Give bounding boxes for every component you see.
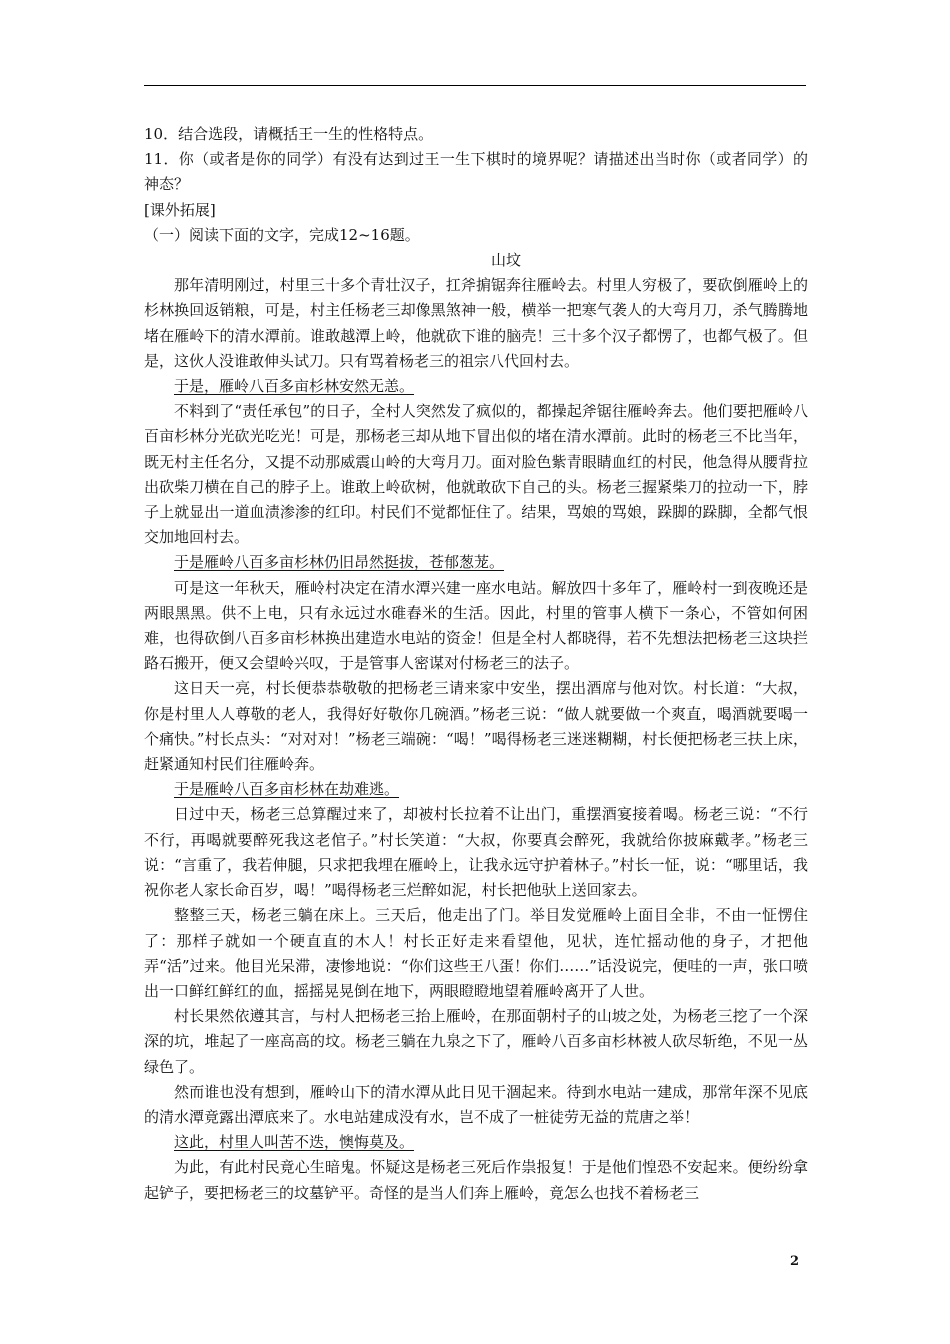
story-paragraph-8: 然而谁也没有想到，雁岭山下的清水潭从此日见干涸起来。待到水电站一建成，那常年深不见底的清水潭竟露出潭底来了。水电站建成没有水，岂不成了一桩徒劳无益的荒唐之举！ bbox=[144, 1082, 808, 1126]
underlined-text-4: 这此，村里人叫苦不迭，懊悔莫及。 bbox=[174, 1133, 415, 1152]
story-paragraph-1: 那年清明刚过，村里三十多个青壮汉子，扛斧掮锯奔往雁岭去。村里人穷极了，要砍倒雁岭上的杉林换回返销粮，可是，村主任杨老三却像黑煞神一般，横举一把寒气袭人的大弯月刀，杀气腾腾地堵在雁岭下的清水潭前。谁敢越潭上岭，他就砍下谁的脑壳！三十多个汉子都愣了，也都气极了。但是，这伙人没谁敢伸头试刀。只有骂着杨老三的祖宗八代回村去。 bbox=[144, 276, 808, 370]
underlined-text-2: 于是雁岭八百多亩杉林仍旧昂然挺拔，苍郁葱茏。 bbox=[174, 553, 505, 572]
question-10: 10．结合选段，请概括王一生的性格特点。 bbox=[144, 125, 434, 143]
page-content bbox=[144, 122, 808, 1206]
underlined-sentence-1 bbox=[144, 374, 808, 399]
page-number: 2 bbox=[790, 1254, 800, 1269]
header-rule bbox=[144, 85, 806, 86]
story-paragraph-2: 不料到了“责任承包”的日子，全村人突然发了疯似的，都操起斧锯往雁岭奔去。他们要把雁岭八百亩杉林分光砍光吃光！可是，那杨老三却从地下冒出似的堵在清水潭前。此时的杨老三不比当年，既无村主任名分，又提不动那威震山岭的大弯月刀。面对脸色紫青眼睛血红的村民，他急得从腰背拉出砍柴刀横在自己的脖子上。谁敢上岭砍树，他就敢砍下自己的头。杨老三握紧柴刀的拉动一下，脖子上就显出一道血渍渗渗的红印。村民们不觉都怔住了。结果，骂娘的骂娘，跺脚的跺脚，全都气恨交加地回村去。 bbox=[144, 402, 808, 547]
story-paragraph-7: 村长果然依遵其言，与村人把杨老三抬上雁岭，在那面朝村子的山坡之处，为杨老三挖了一个深深的坑，堆起了一座高高的坟。杨老三躺在九泉之下了，雁岭八百多亩杉林被人砍尽斩绝，不见一丛绿色了。 bbox=[144, 1007, 808, 1076]
story-paragraph-5: 日过中天，杨老三总算醒过来了，却被村长拉着不让出门，重摆酒宴接着喝。杨老三说：“不行不行，再喝就要醉死我这老倌子。”村长笑道：“大叔，你要真会醉死，我就给你披麻戴孝。”杨老三说：“言重了，我若伸腿，只求把我埋在雁岭上，让我永远守护着林子。”村长一怔，说：“哪里话，我祝你老人家长命百岁，喝！”喝得杨老三烂醉如泥，村长把他驮上送回家去。 bbox=[144, 805, 808, 900]
underlined-sentence-4 bbox=[144, 1130, 808, 1155]
question-11: 11．你（或者是你的同学）有没有达到过王一生下棋时的境界呢？请描述出当时你（或者同学）的神态？ bbox=[144, 150, 808, 194]
story-paragraph-3: 可是这一年秋天，雁岭村决定在清水潭兴建一座水电站。解放四十多年了，雁岭村一到夜晚还是两眼黑黑。供不上电，只有永远过水碓舂米的生活。因此，村里的管事人横下一条心，不管如何困难，也得砍倒八百多亩杉林换出建造水电站的资金！但是全村人都晓得，若不先想法把杨老三这块拦路石搬开，便又会望岭兴叹，于是管事人密谋对付杨老三的法子。 bbox=[144, 578, 808, 673]
section-label: [课外拓展] bbox=[144, 200, 216, 219]
underlined-sentence-2 bbox=[144, 550, 808, 575]
story-paragraph-4: 这日天一亮，村长便恭恭敬敬的把杨老三请来家中安坐，摆出酒席与他对饮。村长道：“大叔，你是村里人人尊敬的老人，我得好好敬你几碗酒。”杨老三说：“做人就要做一个爽直，喝酒就要喝一个痛快。”村长点头：“对对对！”杨老三端碗：“喝！”喝得杨老三迷迷糊糊，村长便把杨老三扶上床，赶紧通知村民们往雁岭奔。 bbox=[144, 679, 808, 774]
story-paragraph-6: 整整三天，杨老三躺在床上。三天后，他走出了门。举目发觉雁岭上面目全非，不由一怔愣住了：那样子就如一个硬直直的木人！村长正好走来看望他，见状，连忙摇动他的身子，才把他弄“活”过来。他目光呆滞，凄惨地说：“你们这些王八蛋！你们……”话没说完，便哇的一声，张口喷出一口鲜红鲜红的血，摇摇晃晃倒在地下，两眼瞪瞪地望着雁岭离开了人世。 bbox=[144, 906, 808, 1000]
underlined-text-1: 于是，雁岭八百多亩杉林安然无恙。 bbox=[174, 377, 415, 396]
story-paragraph-9: 为此，有此村民竟心生暗鬼。怀疑这是杨老三死后作祟报复！于是他们惶恐不安起来。便纷纷拿起铲子，要把杨老三的坟墓铲平。奇怪的是当人们奔上雁岭，竟怎么也找不着杨老三 bbox=[144, 1158, 808, 1202]
story-title: 山坟 bbox=[490, 251, 521, 270]
section-instruction: （一）阅读下面的文字，完成12~16题。 bbox=[144, 225, 420, 244]
underlined-text-3: 于是雁岭八百多亩杉林在劫难逃。 bbox=[174, 780, 400, 799]
underlined-sentence-3 bbox=[144, 777, 808, 802]
